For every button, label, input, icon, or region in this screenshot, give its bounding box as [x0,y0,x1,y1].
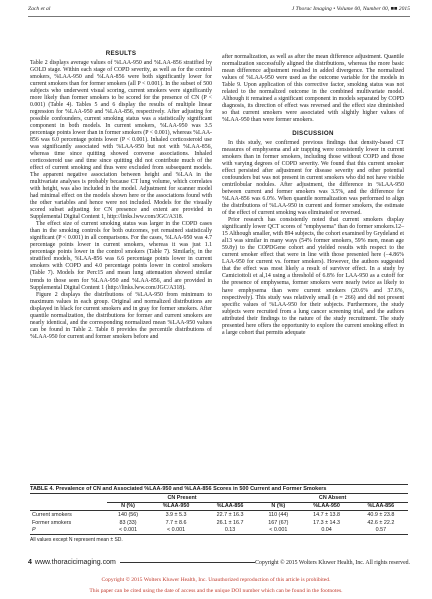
table-cell: Former smokers [32,519,72,526]
copyright-notice: Copyright © 2015 Wolters Kluwer Health, Inc. Unauthorized reproduction of this article is prohibited. [101,577,331,583]
header-rule [28,16,410,17]
results-paragraph-3: Figure 2 displays the distributions of %LAA-950 from minimum to maximum values in each group. Original and normalized distributions are displayed in black for current smokers and in gray for former smokers. After quantile normalization, the distributions for former and current smokers are nearly identical, and the corresponding normalized mean %LAA-950 values can be found in Table 2. Table 8 provides the percentile distributions of %LAA-950 for current and former smokers before and [30,291,212,340]
table-cell: 110 (44) [268,511,289,518]
running-header [28,6,410,15]
table-cell: 40.9 ± 23.8 [367,511,395,518]
column-header: %LAA-950 [299,502,353,511]
results-paragraph-2: The effect size of current smoking status was larger in the COPD cases than in the smoking controls for both outcomes, yet remained statistically significant (P < 0.001) in all comparisons. For the cases, %LAA-950 was 4.7 percentage points lower in current smokers, whereas it was just 1.1 percentage points lower in the control smokers (Table 7). Similarly, in the stratified models, %LAA-856 was 6.6 percentage points lower in current smokers with COPD and 4.0 percentage points lower in control smokers (Table 7). Models for Perc15 and mean lung attenuation showed similar trends to those seen for %LAA-950 and %LAA-856, and are provided in Supplemental Digital Content 1 (http://links.lww.com/JGC/A318). [30,221,212,291]
table-4 [30,484,408,543]
header-authors: Zach et al [28,6,51,12]
table-cell: 22.7 ± 16.3 [216,511,244,518]
table-cell: < 0.001 [149,526,203,534]
results-continued-paragraph: after normalization, as well as after the mean difference adjustment. Quantile normalization successfully aligned the distributions, whereas the more basic mean difference adjustment resulted in added divergence. The normalized values of %LAA-950 were used as the outcome variable for the models in Table 9. Upon application of this corrective factor, smoking status was not related to the normalized outcome in the combined multivariate model. Although it remained a significant component in models separated by COPD diagnosis, its direction of effect was reversed and the effect size diminished so that current smokers were associated with slightly higher values of %LAA-950 than were former smokers. [222,54,404,124]
results-heading: RESULTS [105,50,137,57]
table-cell: 167 (67) [268,519,289,526]
table-cell: 14.7 ± 13.8 [313,511,341,518]
citation-notice: This paper can be cited using the date of access and the unique DOI number which can be found in the footnotes. [89,588,343,594]
page-footer [28,559,410,566]
table-cell: 0.04 [299,526,353,534]
table-cell: 3.9 ± 5.3 [165,511,187,518]
right-column [222,54,404,337]
table-cell: 83 (33) [119,519,137,526]
table-cell: < 0.001 [107,526,149,534]
page-number: 4 [28,559,32,566]
table-cell: P [30,526,107,534]
table-cell: 0.57 [354,526,408,534]
footer-copyright: Copyright © 2015 Wolters Kluwer Health, Inc. All rights reserved. [255,559,410,566]
column-header [30,502,107,511]
table-cell: 7.7 ± 8.6 [165,519,187,526]
table-corner [30,494,107,502]
discussion-paragraph-2: Prior research has consistently noted that current smokers display significantly lower QCT scores of "emphysema" than do former smokers.12–15 Although smaller, with 894 subjects, the cohort examined by Grydeland et al13 was similar in many ways (54% former smokers, 59% men, mean age 59.8y) to the COPDGene cohort and yielded results with respect to the current smoker effect that were in line with those presented here (−4.86% LAA-950 for current vs. former smokers). However, the authors suggested that the effect was most likely a result of survivor effect. In a study by Camiciottoli et al,14 using a threshold of 6.8% for LAA-950 as a cutoff for the presence of emphysema, former smokers were nearly twice as likely to have emphysema than were current smokers (20.6% and 37.6%, respectively). This study was relatively small (n = 266) and did not present specific values of %LAA-950 for their subjects. Furthermore, the study subjects were recruited from a lung cancer screening trial, and the authors attributed their findings to the nature of the study recruitment. The study presented here offers the opportunity to explore the current smoking effect in a large cohort that permits adequate [222,217,404,336]
table-cell: 42.6 ± 22.2 [367,519,395,526]
left-column [30,50,212,341]
table-cell: < 0.001 [257,526,299,534]
table-cell: Current smokers [32,511,72,518]
group-header-cn-present: CN Present [107,494,257,502]
discussion-paragraph-1: In this study, we confirmed previous findings that density-based CT measures of emphysema and air trapping were consistently lower in current smokers than in former smokers, including those without COPD and those with varying degrees of COPD severity. We found that this current smoker effect persisted after adjustment for disease severity and other potential confounders but was not present in current smokers who did not have visible centrilobular nodules. After adjustment, the difference in %LAA-950 between current and former smokers was 3.5%, and the difference for %LAA-856 was 6.0%. When quantile normalization was performed to align the distributions of %LAA-950 in current and former smokers, the estimate of the effect of current smoking was eliminated or reversed. [222,140,404,217]
table-row [30,519,408,527]
results-paragraph-1: Table 2 displays average values of %LAA-950 and %LAA-856 stratified by GOLD stage. Within each stage of COPD severity, as well as for the control smokers, %LAA-950 and %LAA-856 were both significantly lower for current smokers than for former smokers (all P < 0.001). In the subset of 500 subjects who underwent visual scoring, current smokers were significantly more likely than former smokers to be scored for the presence of CN (P < 0.001) (Table 4). Tables 5 and 6 display the results of multiple linear regression for %LAA-950 and %LAA-856, respectively. After adjusting for possible confounders, current smoking status was a statistically significant component in both models. In current smokers, %LAA-950 was 3.5 percentage points lower than in former smokers (P < 0.001), whereas %LAA-856 was 6.0 percentage points lower (P < 0.001). Inhaled corticosteroid use was significantly associated with %LAA-950 but not with %LAA-856, whereas time since quitting showed converse associations. Inhaled corticosteroid use and time since quitting did not contribute much of the effect of current smoking and thus were excluded from subsequent models. The apparent negative association between height and %LAA in the multivariate analyses is probably because CT lung volume, which correlates with height, was also included in the model. Adjustment for scanner model had minimal effect on the models shown here or the associations found with the other variables and hence were not included. Models for the visually scored subset adjusting for CN presence and extent are provided in Supplemental Digital Content 1, http://links.lww.com/JGC/A318. [30,60,212,221]
column-header: %LAA-950 [149,502,203,511]
table-row [30,526,408,534]
column-header: N (%) [107,502,149,511]
column-header: %LAA-856 [354,502,408,511]
table-footnote: All values except N represent mean ± SD. [30,536,123,543]
column-header: N (%) [257,502,299,511]
discussion-heading: DISCUSSION [292,130,334,138]
header-journal: J Thorac Imaging • Volume 00, Number 00, ■■ 2015 [291,6,410,12]
footer-rule [120,562,255,563]
table-cell: 140 (56) [117,511,139,518]
column-header: %LAA-856 [203,502,257,511]
table-cell: 26.1 ± 16.7 [216,519,244,526]
prevalence-table [30,494,408,535]
table-cell: 17.3 ± 14.3 [313,519,341,526]
table-row [30,511,408,519]
journal-website-link[interactable]: www.thoracicimaging.com [34,559,116,566]
table-caption: TABLE 4. Prevalence of CN and Associated %LAA-950 and %LAA-856 Scores in 500 Current and Former Smokers [30,484,408,494]
group-header-cn-absent: CN Absent [257,494,408,502]
table-cell: 0.13 [203,526,257,534]
